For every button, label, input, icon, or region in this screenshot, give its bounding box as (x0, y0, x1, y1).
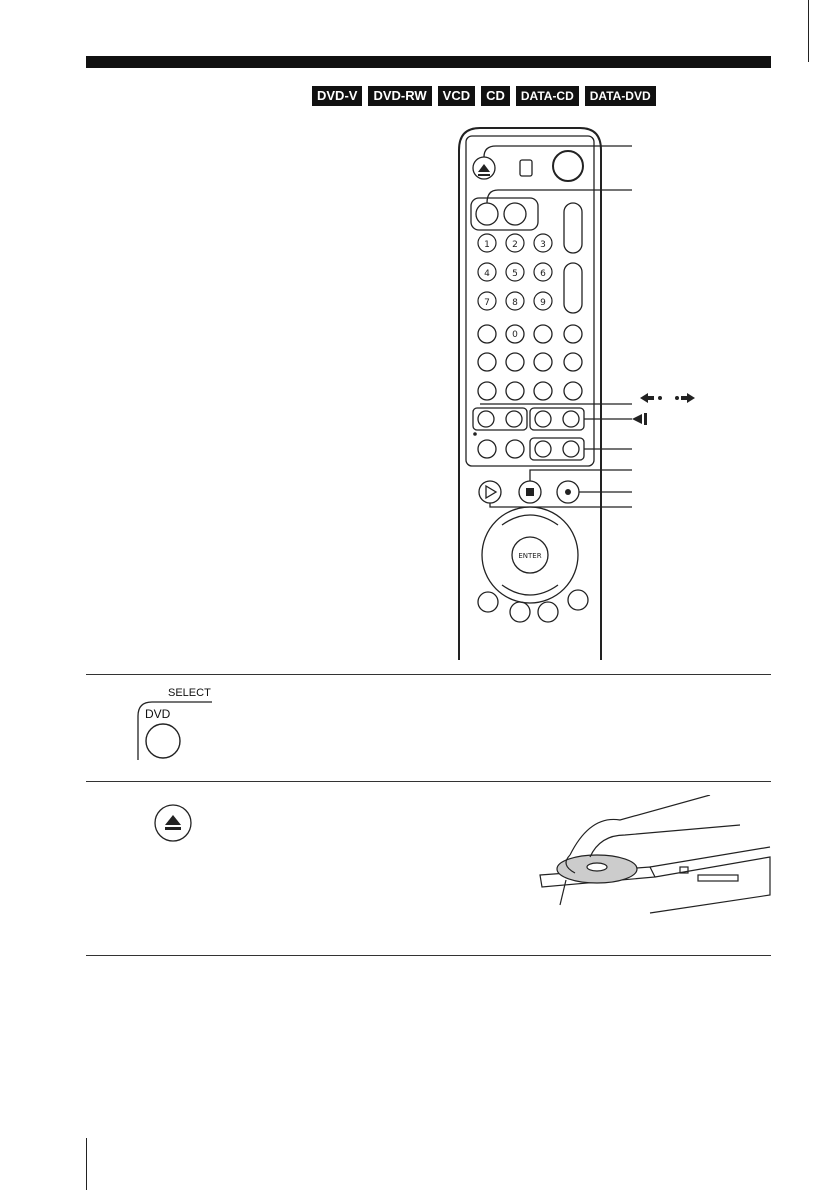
num-4: 4 (484, 269, 490, 279)
num-6: 6 (540, 269, 546, 279)
badge-dvd-rw: DVD-RW (368, 86, 431, 106)
num-2: 2 (512, 240, 518, 250)
num-8: 8 (512, 298, 518, 308)
num-9: 9 (540, 298, 546, 308)
disc-type-badges (312, 86, 656, 106)
disc-tray-illustration (530, 795, 775, 915)
num-1: 1 (484, 240, 490, 250)
num-3: 3 (540, 240, 546, 250)
num-0: 0 (512, 330, 518, 340)
eject-icon (150, 800, 196, 846)
arrow-icons (632, 393, 695, 425)
step-divider-2 (86, 781, 771, 782)
select-label: SELECT (168, 687, 211, 699)
page-edge-line (808, 0, 809, 62)
badge-dvd-v: DVD-V (312, 86, 362, 106)
step-divider-3 (86, 955, 771, 956)
step-divider-1 (86, 674, 771, 675)
section-header-bar (86, 56, 771, 68)
badge-data-dvd: DATA-DVD (585, 86, 656, 106)
badge-vcd: VCD (438, 86, 475, 106)
page-margin-line (86, 1138, 87, 1190)
dvd-select-button-icon (130, 698, 220, 764)
remote-control-illustration (440, 120, 730, 660)
dvd-label: DVD (145, 707, 171, 721)
num-7: 7 (484, 298, 490, 308)
badge-cd: CD (481, 86, 510, 106)
badge-data-cd: DATA-CD (516, 86, 579, 106)
num-5: 5 (512, 269, 518, 279)
enter-label: ENTER (518, 552, 542, 560)
